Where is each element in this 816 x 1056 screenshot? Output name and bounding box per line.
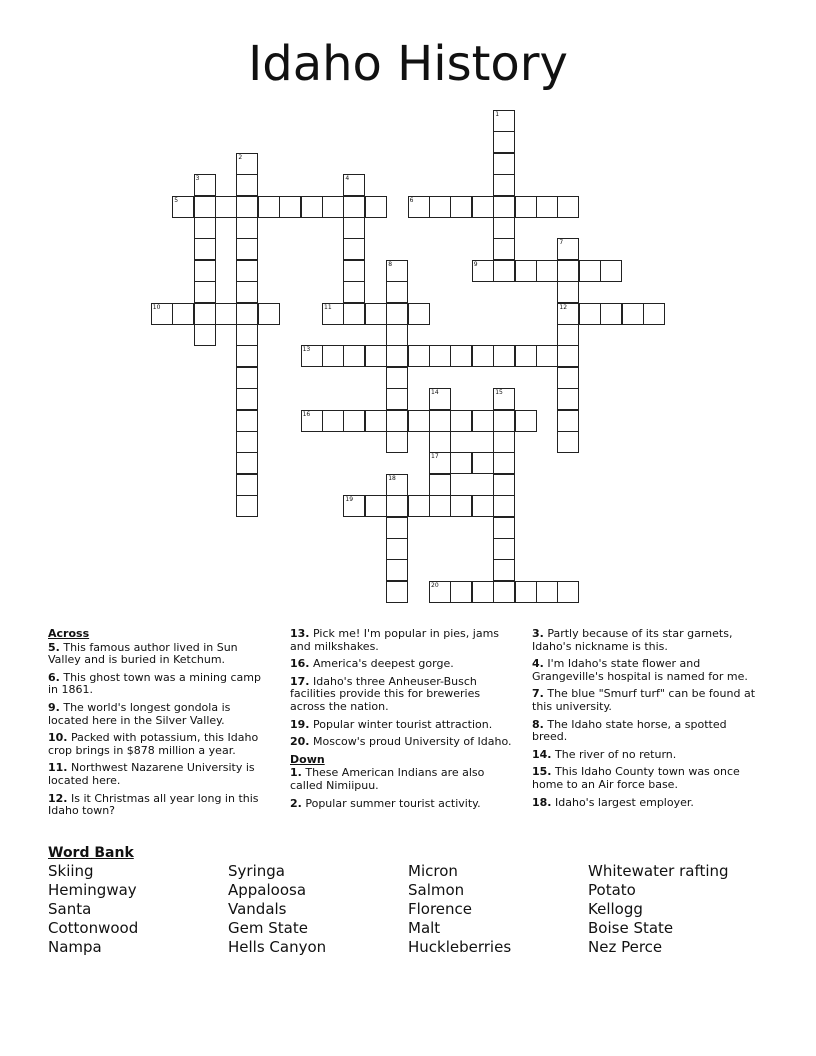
grid-cell[interactable]: [343, 410, 365, 432]
grid-cell[interactable]: [365, 495, 387, 517]
grid-cell[interactable]: [343, 260, 365, 282]
clue-down-4: 4. I'm Idaho's state flower and Grangeville's hospital is named for me.: [532, 657, 748, 683]
clue-number: 4: [345, 175, 350, 183]
grid-cell[interactable]: [236, 388, 258, 410]
grid-cell[interactable]: [493, 538, 515, 560]
word-bank-item: Micron: [408, 862, 458, 880]
grid-cell[interactable]: [258, 303, 280, 325]
word-bank-item: Cottonwood: [48, 919, 139, 937]
grid-cell[interactable]: [493, 153, 515, 175]
grid-cell[interactable]: [557, 260, 579, 282]
grid-cell[interactable]: [386, 581, 408, 603]
grid-cell[interactable]: [493, 474, 515, 496]
grid-cell[interactable]: [322, 196, 344, 218]
word-bank-item: Huckleberries: [408, 938, 512, 956]
word-bank-item: Nampa: [48, 938, 102, 956]
grid-cell[interactable]: [386, 281, 408, 303]
grid-cell[interactable]: [343, 495, 365, 517]
grid-cell[interactable]: [493, 110, 515, 132]
grid-cell[interactable]: [236, 196, 258, 218]
grid-cell[interactable]: [386, 324, 408, 346]
grid-cell[interactable]: [408, 345, 430, 367]
grid-cell[interactable]: [172, 196, 194, 218]
grid-cell[interactable]: [236, 431, 258, 453]
grid-cell[interactable]: [386, 559, 408, 581]
grid-cell[interactable]: [279, 196, 301, 218]
clue-number: 2: [238, 153, 243, 161]
grid-cell[interactable]: [472, 345, 494, 367]
grid-cell[interactable]: [622, 303, 644, 325]
grid-cell[interactable]: [194, 281, 216, 303]
grid-cell[interactable]: [429, 495, 451, 517]
grid-cell[interactable]: [429, 196, 451, 218]
clue-number: 13: [302, 346, 311, 354]
grid-cell[interactable]: [236, 153, 258, 175]
grid-cell[interactable]: [322, 410, 344, 432]
clue-number: 12: [559, 303, 568, 311]
grid-cell[interactable]: [493, 559, 515, 581]
grid-cell[interactable]: [472, 452, 494, 474]
grid-cell[interactable]: [536, 196, 558, 218]
grid-cell[interactable]: [429, 345, 451, 367]
grid-cell[interactable]: [194, 238, 216, 260]
grid-cell[interactable]: [493, 495, 515, 517]
grid-cell[interactable]: [343, 345, 365, 367]
grid-cell[interactable]: [365, 303, 387, 325]
clue-number: 5: [174, 196, 179, 204]
grid-cell[interactable]: [429, 452, 451, 474]
grid-cell[interactable]: [365, 410, 387, 432]
clue-number: 7: [559, 239, 564, 247]
clue-down-14: 14. The river of no return.: [532, 747, 677, 761]
grid-cell[interactable]: [493, 581, 515, 603]
clue-across-13: 13. Pick me! I'm popular in pies, jams and milkshakes.: [290, 627, 500, 653]
clue-number: 20: [431, 581, 439, 589]
grid-cell[interactable]: [472, 581, 494, 603]
clue-down-8: 8. The Idaho state horse, a spotted breed.: [532, 717, 727, 744]
down-header: Down: [290, 752, 325, 766]
grid-cell[interactable]: [343, 238, 365, 260]
word-bank-item: Vandals: [228, 900, 287, 918]
grid-cell[interactable]: [450, 581, 472, 603]
clue-number: 10: [152, 303, 161, 311]
clue-number: 6: [409, 196, 414, 204]
clue-number: 8: [388, 260, 393, 268]
clue-down-2: 2. Popular summer tourist activity.: [290, 796, 481, 810]
clue-down-3: 3. Partly because of its star garnets, Idaho's nickname is this.: [532, 627, 733, 653]
clue-number: 11: [324, 303, 332, 311]
grid-cell[interactable]: [236, 281, 258, 303]
grid-cell[interactable]: [472, 495, 494, 517]
grid-cell[interactable]: [386, 410, 408, 432]
grid-cell[interactable]: [450, 196, 472, 218]
grid-cell[interactable]: [557, 324, 579, 346]
grid-cell[interactable]: [493, 345, 515, 367]
grid-cell[interactable]: [450, 345, 472, 367]
grid-cell[interactable]: [236, 495, 258, 517]
grid-cell[interactable]: [579, 260, 601, 282]
grid-cell[interactable]: [386, 538, 408, 560]
clue-number: 14: [431, 389, 439, 397]
word-bank-item: Malt: [408, 919, 441, 937]
word-bank-item: Skiing: [48, 862, 94, 880]
grid-cell[interactable]: [258, 196, 280, 218]
grid-cell[interactable]: [493, 452, 515, 474]
grid-cell[interactable]: [493, 217, 515, 239]
clue-number: 15: [495, 389, 503, 397]
clue-across-5: 5. This famous author lived in Sun Valley and is buried in Ketchum.: [48, 640, 238, 667]
grid-cell[interactable]: [194, 303, 216, 325]
grid-cell[interactable]: [557, 281, 579, 303]
clue-across-16: 16. America's deepest gorge.: [290, 657, 454, 671]
grid-cell[interactable]: [301, 345, 323, 367]
word-bank-item: Whitewater rafting: [588, 862, 729, 880]
grid-cell[interactable]: [472, 260, 494, 282]
grid-cell[interactable]: [343, 303, 365, 325]
clue-across-20: 20. Moscow's proud University of Idaho.: [290, 735, 512, 749]
grid-cell[interactable]: [386, 303, 408, 325]
grid-cell[interactable]: [472, 196, 494, 218]
grid-cell[interactable]: [429, 431, 451, 453]
grid-cell[interactable]: [301, 196, 323, 218]
clue-number: 19: [345, 496, 354, 504]
clue-across-6: 6. This ghost town was a mining camp in 1861.: [48, 670, 261, 697]
grid-cell[interactable]: [515, 345, 537, 367]
clue-across-17: 17. Idaho's three Anheuser-Busch facilities provide this for breweries across the nation.: [290, 674, 481, 713]
grid-cell[interactable]: [493, 431, 515, 453]
grid-cell[interactable]: [450, 452, 472, 474]
word-bank-item: Gem State: [228, 919, 308, 937]
grid-cell[interactable]: [386, 474, 408, 496]
clue-number: 18: [388, 474, 396, 482]
grid-cell[interactable]: [365, 196, 387, 218]
grid-cell[interactable]: [194, 324, 216, 346]
word-bank-item: Santa: [48, 900, 92, 918]
grid-cell[interactable]: [386, 431, 408, 453]
grid-cell[interactable]: [215, 303, 237, 325]
clue-down-1: 1. These American Indians are also called Nimiipuu.: [290, 766, 485, 792]
clue-down-15: 15. This Idaho County town was once home to an Air force base.: [532, 765, 740, 791]
grid-cell[interactable]: [557, 581, 579, 603]
grid-cell[interactable]: [429, 474, 451, 496]
grid-cell[interactable]: [408, 410, 430, 432]
clue-number: 9: [473, 260, 478, 268]
clue-across-10: 10. Packed with potassium, this Idaho crop brings in $878 million a year.: [48, 731, 259, 757]
grid-cell[interactable]: [493, 238, 515, 260]
grid-cell[interactable]: [557, 303, 579, 325]
grid-cell[interactable]: [343, 281, 365, 303]
word-bank-item: Hells Canyon: [228, 938, 327, 956]
grid-cell[interactable]: [493, 174, 515, 196]
grid-cell[interactable]: [236, 367, 258, 389]
grid-cell[interactable]: [194, 260, 216, 282]
clue-across-12: 12. Is it Christmas all year long in this Idaho town?: [48, 791, 259, 818]
word-bank-item: Kellogg: [588, 900, 643, 918]
grid-cell[interactable]: [236, 410, 258, 432]
grid-cell[interactable]: [643, 303, 665, 325]
grid-cell[interactable]: [557, 238, 579, 260]
across-header: Across: [48, 627, 90, 640]
grid-cell[interactable]: [429, 581, 451, 603]
grid-cell[interactable]: [386, 367, 408, 389]
grid-cell[interactable]: [215, 196, 237, 218]
grid-cell[interactable]: [493, 196, 515, 218]
grid-cell[interactable]: [386, 495, 408, 517]
grid-cell[interactable]: [236, 345, 258, 367]
clue-down-18: 18. Idaho's largest employer.: [532, 795, 694, 809]
grid-cell[interactable]: [600, 260, 622, 282]
word-bank-item: Syringa: [228, 862, 285, 880]
grid-cell[interactable]: [600, 303, 622, 325]
grid-cell[interactable]: [343, 217, 365, 239]
grid-cell[interactable]: [236, 217, 258, 239]
grid-cell[interactable]: [536, 345, 558, 367]
word-bank-column-2: [228, 862, 326, 957]
grid-cell[interactable]: [236, 260, 258, 282]
grid-cell[interactable]: [236, 238, 258, 260]
grid-cell[interactable]: [429, 388, 451, 410]
word-bank-item: Boise State: [588, 919, 674, 937]
clues-column-3: [532, 628, 758, 814]
grid-cell[interactable]: [515, 410, 537, 432]
grid-cell[interactable]: [322, 303, 344, 325]
clue-across-11: 11. Northwest Nazarene University is located here.: [48, 761, 255, 787]
grid-cell[interactable]: [386, 517, 408, 539]
grid-cell[interactable]: [236, 303, 258, 325]
grid-cell[interactable]: [450, 410, 472, 432]
word-bank-item: Nez Perce: [588, 938, 663, 956]
grid-cell[interactable]: [365, 345, 387, 367]
clue-number: 16: [302, 410, 311, 418]
grid-cell[interactable]: [408, 303, 430, 325]
grid-cell[interactable]: [536, 581, 558, 603]
grid-cell[interactable]: [429, 410, 451, 432]
word-bank-column-4: [588, 862, 729, 957]
clue-across-9: 9. The world's longest gondola is located here in the Silver Valley.: [48, 700, 231, 727]
clue-number: 17: [431, 453, 439, 461]
grid-cell[interactable]: [343, 196, 365, 218]
grid-cell[interactable]: [493, 131, 515, 153]
grid-cell[interactable]: [515, 581, 537, 603]
grid-cell[interactable]: [151, 303, 173, 325]
word-bank-item: Salmon: [408, 881, 465, 899]
grid-cell[interactable]: [579, 303, 601, 325]
grid-cell[interactable]: [536, 260, 558, 282]
grid-cell[interactable]: [386, 388, 408, 410]
grid-cell[interactable]: [236, 174, 258, 196]
grid-cell[interactable]: [194, 196, 216, 218]
word-bank-item: Appaloosa: [228, 881, 307, 899]
grid-cell[interactable]: [236, 452, 258, 474]
clue-across-19: 19. Popular winter tourist attraction.: [290, 717, 493, 731]
puzzle-title: Idaho History: [248, 36, 568, 92]
grid-cell[interactable]: [301, 410, 323, 432]
grid-cell[interactable]: [493, 388, 515, 410]
grid-cell[interactable]: [236, 474, 258, 496]
word-bank-item: Potato: [588, 881, 636, 899]
grid-cell[interactable]: [557, 345, 579, 367]
clue-number: 1: [495, 111, 500, 118]
word-bank-title: Word Bank: [48, 845, 134, 861]
grid-cell[interactable]: [557, 196, 579, 218]
word-bank-item: Hemingway: [48, 881, 137, 899]
grid-cell[interactable]: [236, 324, 258, 346]
clues-column-1: [48, 628, 270, 823]
grid-cell[interactable]: [493, 260, 515, 282]
grid-cell[interactable]: [557, 367, 579, 389]
grid-cell[interactable]: [194, 174, 216, 196]
grid-cell[interactable]: [557, 388, 579, 410]
word-bank-column-3: [408, 862, 511, 957]
grid-cell[interactable]: [322, 345, 344, 367]
grid-cell[interactable]: [493, 410, 515, 432]
grid-cell[interactable]: [515, 196, 537, 218]
clue-down-7: 7. The blue "Smurf turf" can be found at this university.: [532, 687, 756, 713]
grid-cell[interactable]: [557, 431, 579, 453]
grid-cell[interactable]: [386, 260, 408, 282]
grid-cell[interactable]: [194, 217, 216, 239]
grid-cell[interactable]: [408, 196, 430, 218]
grid-cell[interactable]: [343, 174, 365, 196]
clue-number: 3: [195, 175, 200, 183]
grid-cell[interactable]: [472, 410, 494, 432]
grid-cell[interactable]: [515, 260, 537, 282]
grid-cell[interactable]: [557, 410, 579, 432]
grid-cell[interactable]: [493, 517, 515, 539]
grid-cell[interactable]: [450, 495, 472, 517]
clues-column-2: [290, 628, 516, 815]
word-bank-column-1: [48, 862, 138, 957]
grid-cell[interactable]: [172, 303, 194, 325]
word-bank-item: Florence: [408, 900, 473, 918]
grid-cell[interactable]: [408, 495, 430, 517]
grid-cell[interactable]: [386, 345, 408, 367]
